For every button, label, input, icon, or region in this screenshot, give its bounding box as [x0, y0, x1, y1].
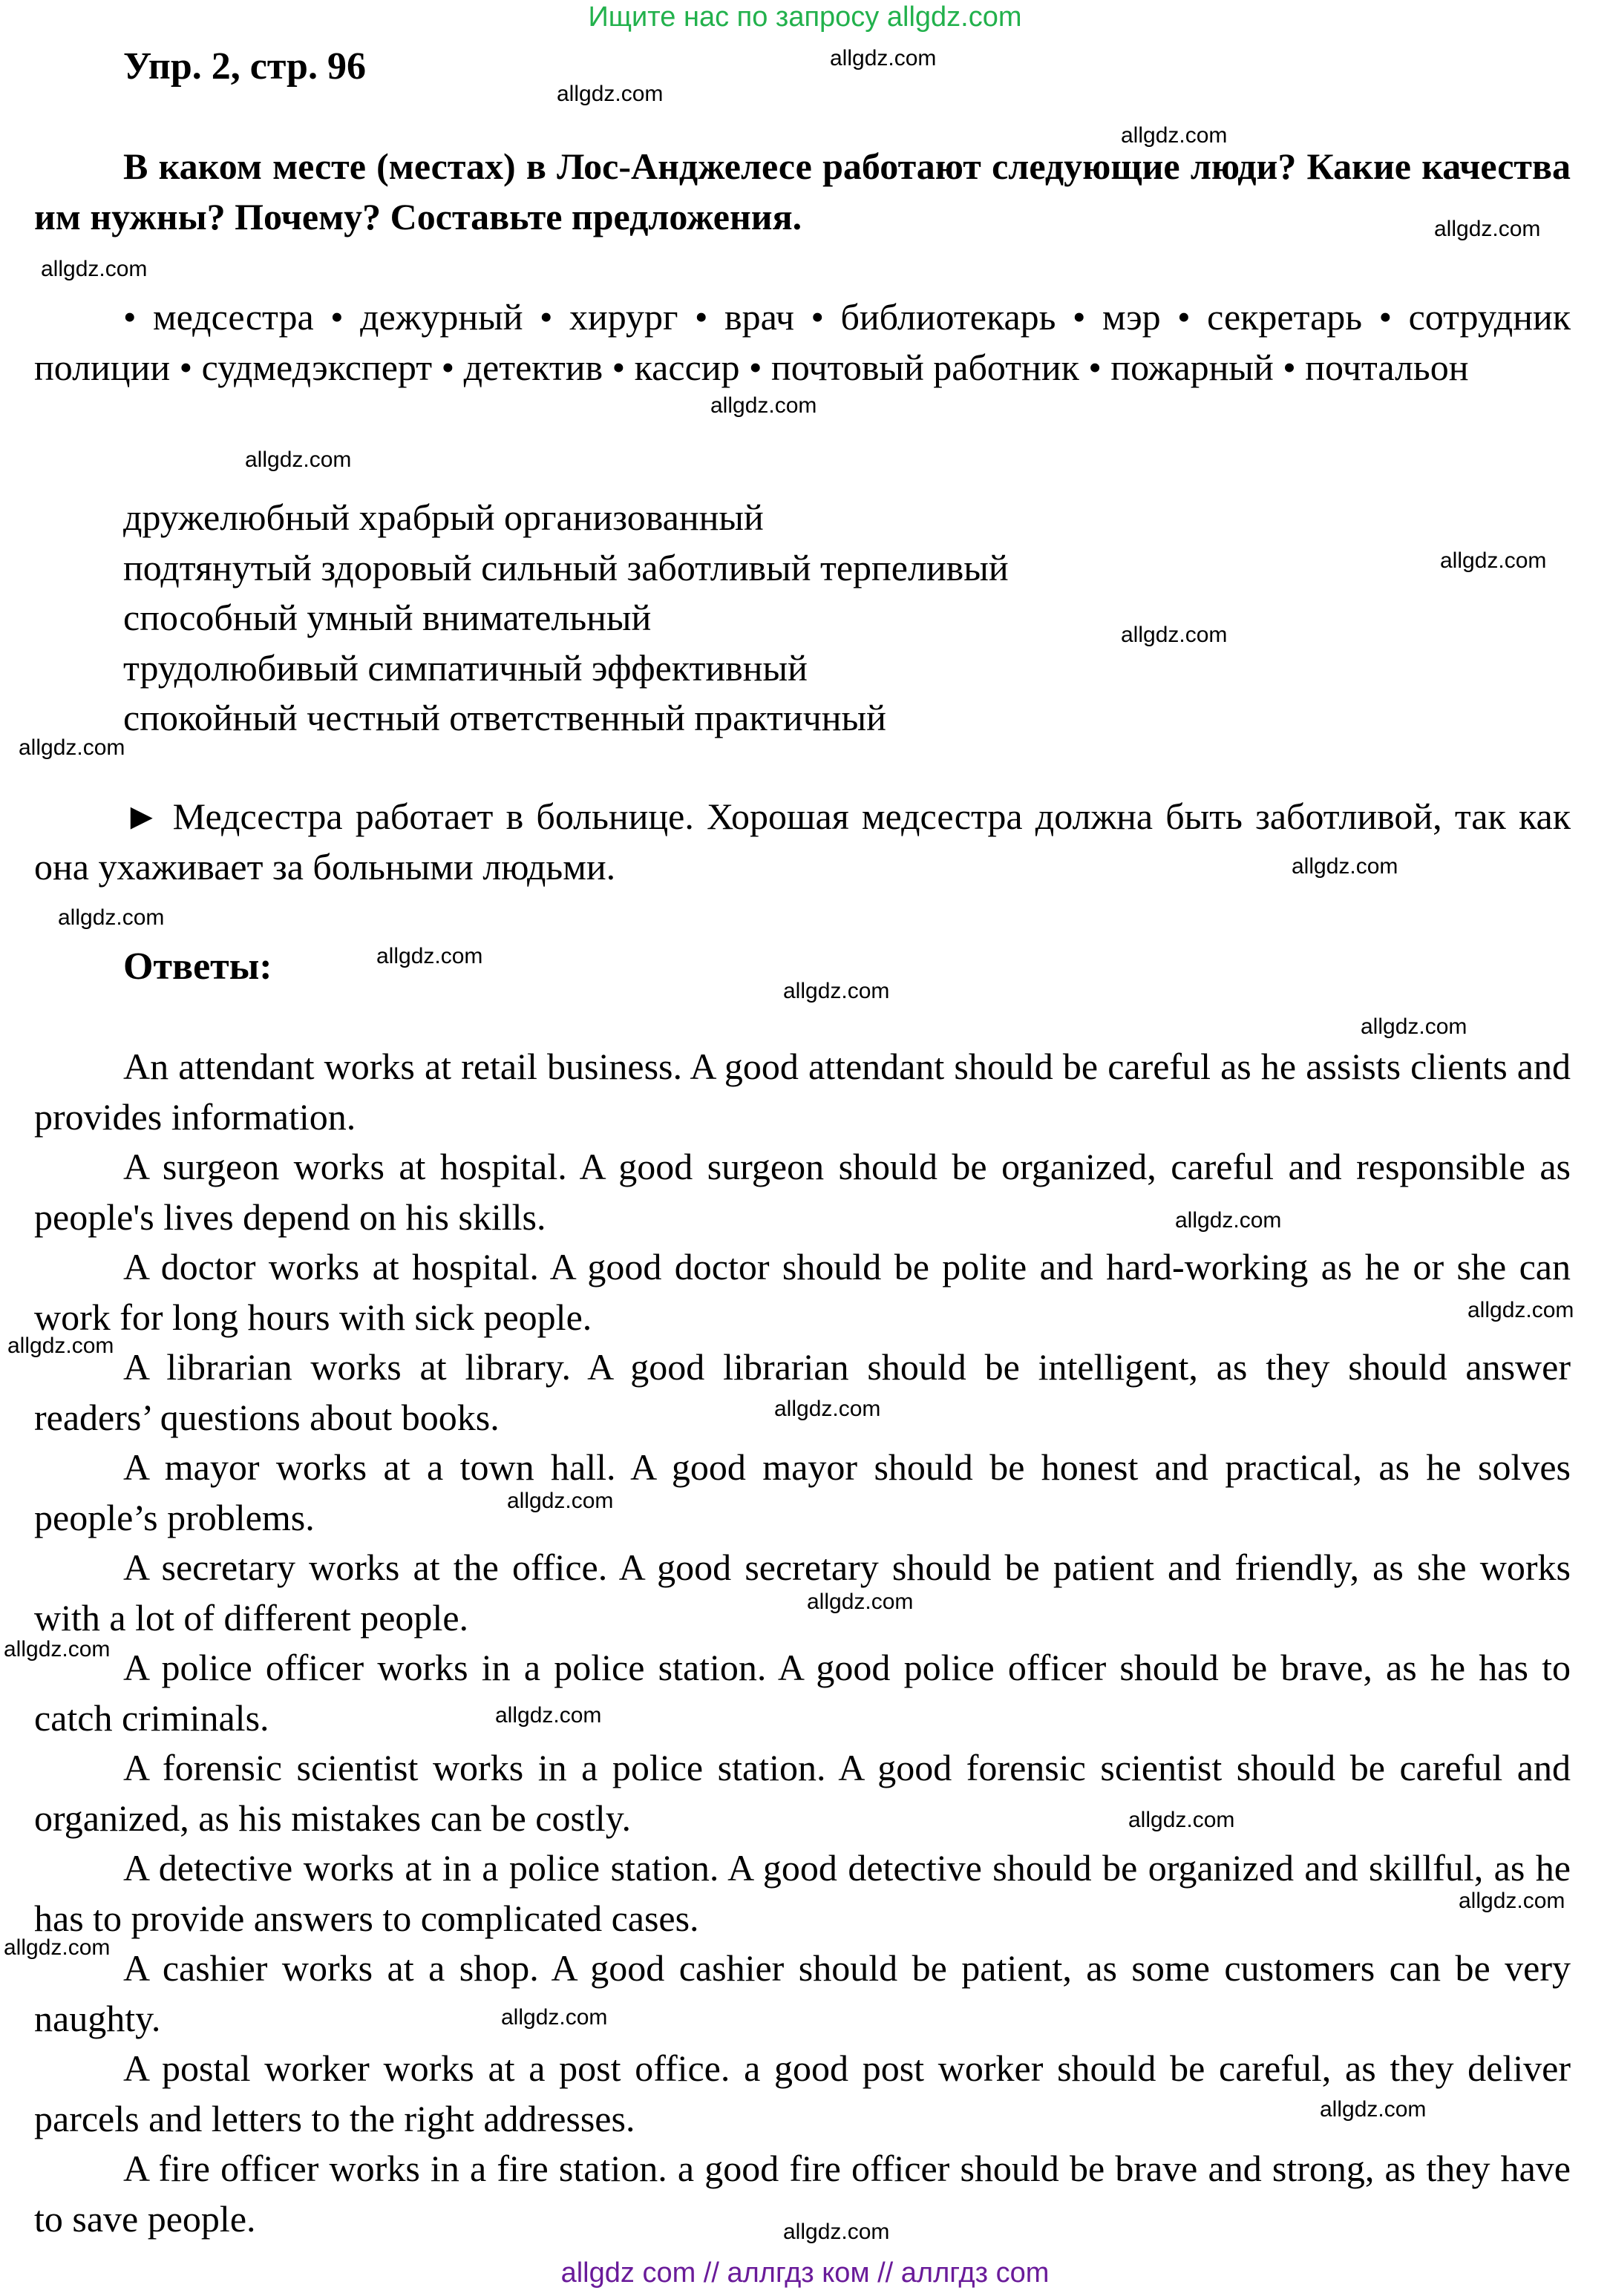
watermark: allgdz.com [41, 257, 148, 281]
watermark: allgdz.com [807, 1590, 914, 1614]
qualities-line: спокойный честный ответственный практичный [123, 697, 886, 738]
watermark: allgdz.com [495, 1703, 602, 1728]
watermark: allgdz.com [4, 1637, 111, 1662]
exercise-reference: Упр. 2, стр. 96 [123, 45, 366, 88]
answer-paragraph: A doctor works at hospital. A good doctor should be polite and hard-working as he or she can work for long hours with sick people. [34, 1246, 1571, 1338]
watermark: allgdz.com [783, 979, 890, 1003]
watermark: allgdz.com [1175, 1208, 1282, 1233]
watermark: allgdz.com [710, 393, 817, 418]
watermark: allgdz.com [1121, 123, 1228, 148]
qualities-line: способный умный внимательный [123, 597, 652, 638]
top-banner[interactable]: Ищите нас по запросу allgdz.com [588, 1, 1022, 33]
example-text: ► Медсестра работает в больнице. Хорошая медсестра должна быть заботливой, так как она ухаживает за больными людьми. [34, 796, 1571, 888]
answer-paragraph: A postal worker works at a post office. a good post worker should be careful, as they deliver parcels and letters to the right addresses. [34, 2047, 1571, 2139]
answer-paragraph: A fire officer works in a fire station. a good fire officer should be brave and strong, as they have to save people. [34, 2148, 1571, 2240]
task-text: В каком месте (местах) в Лос-Анджелесе работают следующие люди? Какие качества им нужны? Почему? Составьте предложения. [34, 145, 1571, 237]
watermark: allgdz.com [1440, 548, 1547, 573]
professions-text: • медсестра • дежурный • хирург • врач • библиотекарь • мэр • секретарь • сотрудник полиции • судмедэксперт • детектив • кассир • почтовый работник • пожарный • почтальон [34, 296, 1571, 388]
watermark: allgdz.com [1361, 1014, 1467, 1039]
professions-list [34, 292, 1571, 393]
answers-heading: Ответы: [123, 945, 272, 988]
watermark: allgdz.com [1467, 1298, 1574, 1322]
answer-paragraph: An attendant works at retail business. A good attendant should be careful as he assists clients and provides information. [34, 1046, 1571, 1138]
answer-paragraph: A detective works at in a police station. A good detective should be organized and skillful, as he has to provide answers to complicated cases. [34, 1847, 1571, 1939]
watermark: allgdz.com [1121, 623, 1228, 647]
answer-paragraph: A secretary works at the office. A good secretary should be patient and friendly, as she works with a lot of different people. [34, 1546, 1571, 1639]
watermark: allgdz.com [1459, 1889, 1565, 1913]
answer-paragraph: A mayor works at a town hall. A good mayor should be honest and practical, as he solves people’s problems. [34, 1446, 1571, 1538]
watermark: allgdz.com [58, 905, 165, 930]
qualities-line: трудолюбивый симпатичный эффективный [123, 646, 808, 689]
watermark: allgdz.com [830, 46, 937, 70]
answer-paragraph: A surgeon works at hospital. A good surgeon should be organized, careful and responsible as people's lives depend on his skills. [34, 1146, 1571, 1238]
task-instruction [34, 142, 1571, 242]
answer-paragraph: A forensic scientist works in a police station. A good forensic scientist should be careful and organized, as his mistakes can be costly. [34, 1747, 1571, 1839]
watermark: allgdz.com [376, 944, 483, 968]
watermark: allgdz.com [4, 1935, 111, 1960]
watermark: allgdz.com [501, 2005, 608, 2030]
watermark: allgdz.com [783, 2220, 890, 2244]
watermark: allgdz.com [1434, 217, 1541, 241]
watermark: allgdz.com [1128, 1808, 1235, 1832]
answer-paragraph: A cashier works at a shop. A good cashier should be patient, as some customers can be very naughty. [34, 1947, 1571, 2039]
bottom-banner[interactable]: allgdz com // аллгдз ком // аллгдз com [560, 2257, 1050, 2289]
answer-paragraph: A librarian works at library. A good librarian should be intelligent, as they should answer readers’ questions about books. [34, 1346, 1571, 1438]
watermark: allgdz.com [507, 1489, 614, 1513]
answers-list [34, 1042, 1571, 2244]
watermark: allgdz.com [7, 1334, 114, 1358]
qualities-line: дружелюбный храбрый организованный [123, 496, 764, 538]
qualities-line: подтянутый здоровый сильный заботливый терпеливый [123, 546, 1009, 588]
watermark: allgdz.com [1320, 2097, 1427, 2122]
qualities-list [123, 493, 1009, 744]
watermark: allgdz.com [19, 735, 125, 760]
watermark: allgdz.com [245, 447, 352, 472]
answer-paragraph: A police officer works in a police station. A good police officer should be brave, as he has to catch criminals. [34, 1647, 1571, 1739]
watermark: allgdz.com [557, 82, 664, 106]
watermark: allgdz.com [1292, 854, 1398, 879]
watermark: allgdz.com [774, 1397, 881, 1421]
